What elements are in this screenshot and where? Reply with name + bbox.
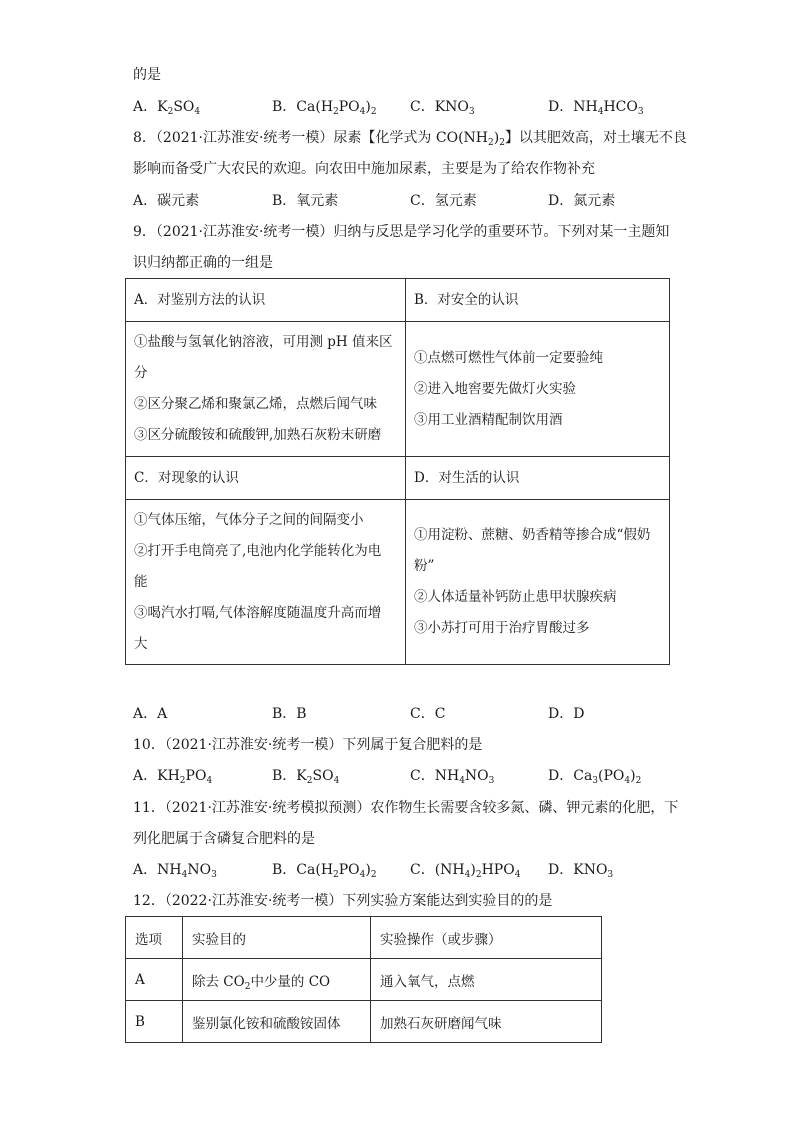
q10-stem: 10．（2021·江苏淮安·统考一模）下列属于复合肥料的是: [133, 737, 483, 753]
q9-c-item-2: ②打开手电筒亮了,电池内化学能转化为电: [134, 542, 382, 559]
q9-table-row-cd-body: [126, 500, 670, 665]
q9-b-item-3: ③用工业酒精配制饮用酒: [414, 411, 563, 428]
q9-cell-c-header: C．对现象的认识: [126, 457, 406, 500]
q7-option-d[interactable]: D．$NH_4HCO_3$: [548, 99, 644, 117]
q12-header-operation: 实验操作（或步骤）: [371, 917, 602, 959]
q9-c-item-2-cont: 能: [134, 573, 148, 590]
q9-cell-b-body: [406, 322, 670, 457]
q12-table: [125, 916, 602, 1043]
q11-options: [133, 860, 693, 880]
q9-option-d[interactable]: D．D: [548, 706, 585, 722]
q11-stem-line1: 11．（2021·江苏淮安·统考模拟预测）农作物生长需要含较多氮、磷、钾元素的化肥，下: [133, 800, 679, 816]
q11-option-a[interactable]: A．$NH_4NO_3$: [133, 862, 217, 880]
q9-table: [125, 278, 670, 665]
q9-a-item-1: ①盐酸与氢氧化钠溶液，可用测 pH 值来区: [134, 334, 393, 350]
q9-a-item-2: ②区分聚乙烯和聚氯乙烯，点燃后闻气味: [134, 396, 377, 412]
q7-options: [133, 97, 693, 117]
q9-d-item-1-cont: 粉”: [414, 558, 435, 574]
q8-stem-line1: 8．（2021·江苏淮安·统考一模）尿素【化学式为 $CO(NH_2)_2$】以其肥效高，对土壤无不良: [133, 130, 687, 148]
q10-options: [133, 766, 693, 786]
q12-row-a-aim: 除去 $CO_2$中少量的 CO: [183, 959, 371, 1001]
q8-stem-line2: 影响而备受广大农民的欢迎。向农田中施加尿素，主要是为了给农作物补充: [133, 161, 595, 177]
q10-option-d[interactable]: D．$Ca_3(PO_4)_2$: [548, 768, 642, 786]
q9-cell-d-body: [406, 500, 670, 665]
q9-cell-a-header: A．对鉴别方法的认识: [126, 279, 406, 322]
q12-row-a-operation: 通入氧气，点燃: [371, 959, 602, 1001]
q12-row-b-operation: 加熟石灰研磨闻气味: [371, 1001, 602, 1043]
q9-options: [133, 704, 693, 724]
q10-option-b[interactable]: B．$K_2SO_4$: [272, 768, 340, 786]
q9-table-row-ab-header: [126, 279, 670, 322]
q9-cell-c-body: [126, 500, 406, 665]
q12-row-a-option: A: [126, 959, 183, 1001]
q9-c-item-3: ③喝汽水打嗝,气体溶解度随温度升高而增: [134, 604, 382, 621]
q12-header-option: 选项: [126, 917, 183, 959]
q10-option-a[interactable]: A．$KH_2PO_4$: [133, 768, 213, 786]
q7-option-b[interactable]: B．$Ca(H_2PO_4)_2$: [272, 99, 377, 117]
q12-header-aim: 实验目的: [183, 917, 371, 959]
q9-d-item-1: ①用淀粉、蔗糖、奶香精等掺合成“假奶: [414, 527, 651, 543]
q8-option-b[interactable]: B．氧元素: [272, 193, 339, 209]
q12-stem: 12．（2022·江苏淮安·统考一模）下列实验方案能达到实验目的的是: [133, 893, 553, 909]
q9-table-row-cd-header: [126, 457, 670, 500]
q9-a-item-1-cont: 分: [134, 365, 148, 381]
q9-cell-b-header: B．对安全的认识: [406, 279, 670, 322]
q7-option-a[interactable]: A．$K_2SO_4$: [133, 99, 201, 117]
q12-row-b-option: B: [126, 1001, 183, 1043]
q8-option-a[interactable]: A．碳元素: [133, 193, 200, 209]
q9-d-item-3: ③小苏打可用于治疗胃酸过多: [414, 620, 590, 636]
q9-b-item-2: ②进入地窖要先做灯火实验: [414, 380, 576, 397]
q9-cell-d-header: D．对生活的认识: [406, 457, 670, 500]
q12-row-b-aim: 鉴别氯化铵和硫酸铵固体: [183, 1001, 371, 1043]
q11-option-b[interactable]: B．$Ca(H_2PO_4)_2$: [272, 862, 377, 880]
q8-options: [133, 191, 693, 211]
q9-option-b[interactable]: B．B: [272, 706, 307, 722]
q7-option-c[interactable]: C．$KNO_3$: [410, 99, 475, 117]
q9-b-item-1: ①点燃可燃性气体前一定要验纯: [414, 349, 603, 366]
q11-option-d[interactable]: D．$KNO_3$: [548, 862, 614, 880]
q9-d-item-2: ②人体适量补钙防止患甲状腺疾病: [414, 589, 617, 605]
q11-option-c[interactable]: C．$(NH_4)_2HPO_4$: [410, 862, 521, 880]
q9-table-row-ab-body: [126, 322, 670, 457]
q11-stem-line2: 列化肥属于含磷复合肥料的是: [133, 831, 315, 847]
q9-stem-line1: 9．（2021·江苏淮安·统考一模）归纳与反思是学习化学的重要环节。下列对某一主题知: [133, 224, 670, 240]
q12-table-header-row: [126, 917, 602, 959]
q9-c-item-3-cont: 大: [134, 635, 148, 652]
q9-stem-line2: 识归纳都正确的一组是: [133, 255, 273, 271]
q8-option-c[interactable]: C．氢元素: [410, 193, 477, 209]
q12-table-row-a: [126, 959, 602, 1001]
q9-option-a[interactable]: A．A: [133, 706, 168, 722]
q8-option-d[interactable]: D．氮元素: [548, 193, 616, 209]
q9-c-item-1: ①气体压缩，气体分子之间的间隔变小: [134, 511, 364, 528]
q9-option-c[interactable]: C．C: [410, 706, 446, 722]
q7-stem-tail: 的是: [133, 67, 161, 83]
q9-a-item-3: ③区分硫酸铵和硫酸钾,加熟石灰粉末研磨: [134, 427, 382, 443]
q12-table-row-b: [126, 1001, 602, 1043]
q10-option-c[interactable]: C．$NH_4NO_3$: [410, 768, 495, 786]
q9-cell-a-body: [126, 322, 406, 457]
